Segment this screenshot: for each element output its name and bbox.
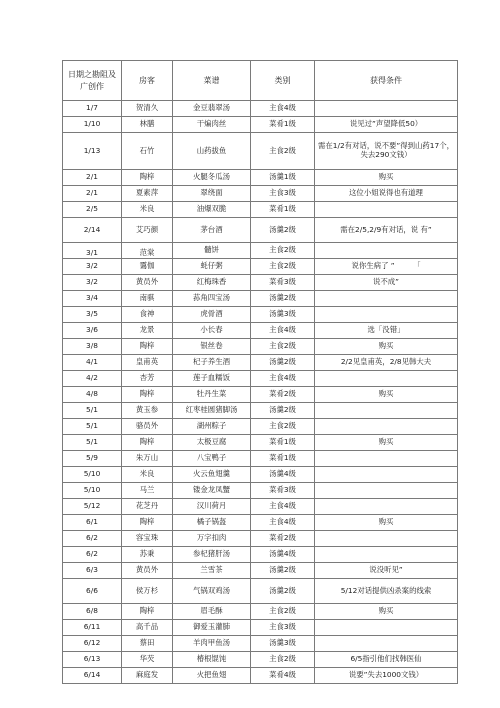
cell-dish: 小长春 <box>173 323 251 339</box>
table-row <box>63 604 458 620</box>
cell-condition: 需在2/5,2/9有对话，说 有” <box>315 218 458 243</box>
header-date: 日期之勘阻及广创作 <box>63 61 122 101</box>
cell-date: 2/1 <box>63 170 122 186</box>
cell-dish: 橘子锅盔 <box>173 515 251 531</box>
table-row <box>63 467 458 483</box>
table-row <box>63 170 458 186</box>
cell-guest: 华芡 <box>122 652 173 668</box>
table-row <box>63 483 458 499</box>
cell-guest: 高千品 <box>122 620 173 636</box>
cell-category: 汤羹2级 <box>251 563 315 579</box>
cell-date: 6/12 <box>63 636 122 652</box>
cell-dish: 太极豆腐 <box>173 435 251 451</box>
cell-dish: 参杞猪肝汤 <box>173 547 251 563</box>
cell-condition <box>315 451 458 467</box>
cell-guest: 夏素萍 <box>122 186 173 202</box>
cell-category: 主食4级 <box>251 371 315 387</box>
cell-category: 主食3级 <box>251 186 315 202</box>
header-guest: 房客 <box>122 61 173 101</box>
cell-date: 3/2 <box>63 275 122 291</box>
cell-dish: 茅台酒 <box>173 218 251 243</box>
cell-condition: 购买 <box>315 515 458 531</box>
cell-category: 菜肴3级 <box>251 275 315 291</box>
cell-dish: 干煸肉丝 <box>173 117 251 133</box>
table-row <box>63 339 458 355</box>
cell-date: 2/14 <box>63 218 122 243</box>
cell-condition: 说见过”声望降低50） <box>315 117 458 133</box>
cell-condition <box>315 202 458 218</box>
cell-category: 汤羹2级 <box>251 355 315 371</box>
table-row <box>63 243 458 259</box>
cell-guest: 侯万杉 <box>122 579 173 604</box>
cell-date: 1/13 <box>63 133 122 170</box>
table-row <box>63 355 458 371</box>
cell-category: 汤羹2级 <box>251 579 315 604</box>
cell-guest: 陶梓 <box>122 339 173 355</box>
cell-condition <box>315 620 458 636</box>
table-row <box>63 133 458 170</box>
cell-category: 汤羹4级 <box>251 547 315 563</box>
cell-dish: 万字扣肉 <box>173 531 251 547</box>
table-row <box>63 668 458 684</box>
cell-condition <box>315 531 458 547</box>
header-row <box>63 61 458 101</box>
table-row <box>63 117 458 133</box>
cell-dish: 山药拔鱼 <box>173 133 251 170</box>
table-row <box>63 499 458 515</box>
cell-guest: 林膳 <box>122 117 173 133</box>
cell-guest: 黄员外 <box>122 563 173 579</box>
table-row <box>63 186 458 202</box>
table-row <box>63 435 458 451</box>
cell-dish: 莲子血糯饭 <box>173 371 251 387</box>
table-row <box>63 620 458 636</box>
cell-guest: 黄玉参 <box>122 403 173 419</box>
cell-category: 主食4级 <box>251 499 315 515</box>
cell-date: 6/1 <box>63 515 122 531</box>
cell-condition <box>315 291 458 307</box>
cell-guest: 陶梓 <box>122 387 173 403</box>
cell-category: 主食3级 <box>251 620 315 636</box>
cell-dish: 眉毛酥 <box>173 604 251 620</box>
cell-category: 主食2级 <box>251 652 315 668</box>
cell-category: 菜肴1级 <box>251 202 315 218</box>
cell-guest: 陶梓 <box>122 515 173 531</box>
table-row <box>63 579 458 604</box>
table-row <box>63 563 458 579</box>
cell-guest: 马兰 <box>122 483 173 499</box>
cell-guest: 容宝珠 <box>122 531 173 547</box>
cell-condition: 6/5指引他们找韩医仙 <box>315 652 458 668</box>
table-row <box>63 101 458 117</box>
cell-dish: 八宝鸭子 <box>173 451 251 467</box>
cell-condition <box>315 243 458 259</box>
cell-guest: 麻庭发 <box>122 668 173 684</box>
cell-category: 汤羹3级 <box>251 636 315 652</box>
cell-dish: 火云鱼翅羹 <box>173 467 251 483</box>
cell-guest: 蔡田 <box>122 636 173 652</box>
cell-condition <box>315 403 458 419</box>
cell-condition: 购买 <box>315 387 458 403</box>
cell-date: 4/8 <box>63 387 122 403</box>
cell-date: 4/1 <box>63 355 122 371</box>
cell-date: 6/2 <box>63 531 122 547</box>
cell-condition <box>315 636 458 652</box>
cell-date: 5/10 <box>63 483 122 499</box>
cell-date: 6/6 <box>63 579 122 604</box>
header-condition: 获得条件 <box>315 61 458 101</box>
cell-condition: 5/12对话提供凶杀案的线索 <box>315 579 458 604</box>
cell-dish: 髓饼 <box>173 243 251 259</box>
cell-date: 3/2 <box>63 259 122 275</box>
cell-guest: 骆员外 <box>122 419 173 435</box>
table-row <box>63 218 458 243</box>
cell-condition <box>315 419 458 435</box>
cell-guest: 陶梓 <box>122 435 173 451</box>
cell-guest: 范棠 <box>122 243 173 259</box>
cell-category: 汤羹2级 <box>251 403 315 419</box>
cell-category: 主食2级 <box>251 133 315 170</box>
cell-dish: 金豆翡翠汤 <box>173 101 251 117</box>
cell-date: 5/12 <box>63 499 122 515</box>
cell-condition: 这位小姐说得也有道理 <box>315 186 458 202</box>
cell-dish: 油爆双脆 <box>173 202 251 218</box>
table-row <box>63 291 458 307</box>
cell-dish: 红梅珠香 <box>173 275 251 291</box>
table-row <box>63 371 458 387</box>
table-row <box>63 515 458 531</box>
cell-dish: 兰雪茶 <box>173 563 251 579</box>
cell-date: 6/2 <box>63 547 122 563</box>
cell-date: 2/1 <box>63 186 122 202</box>
cell-guest: 龙景 <box>122 323 173 339</box>
cell-date: 5/1 <box>63 403 122 419</box>
cell-dish: 牡丹生菜 <box>173 387 251 403</box>
cell-category: 菜肴4级 <box>251 668 315 684</box>
cell-guest: 艾巧颜 <box>122 218 173 243</box>
cell-condition <box>315 307 458 323</box>
table-row <box>63 451 458 467</box>
table-row <box>63 202 458 218</box>
table-row <box>63 419 458 435</box>
cell-dish: 镂金龙凤蟹 <box>173 483 251 499</box>
cell-category: 菜肴1级 <box>251 117 315 133</box>
table-row <box>63 323 458 339</box>
cell-condition: 说要”失去1000文钱） <box>315 668 458 684</box>
cell-condition: 购买 <box>315 170 458 186</box>
cell-category: 汤羹2级 <box>251 218 315 243</box>
table-row <box>63 547 458 563</box>
cell-category: 汤羹3级 <box>251 307 315 323</box>
cell-condition: 说你生病了 ” 「 <box>315 259 458 275</box>
cell-dish: 虎骨酒 <box>173 307 251 323</box>
cell-condition: 说没听见” <box>315 563 458 579</box>
cell-dish: 火腿冬瓜汤 <box>173 170 251 186</box>
cell-category: 菜肴2级 <box>251 387 315 403</box>
cell-date: 5/10 <box>63 467 122 483</box>
cell-guest: 陶梓 <box>122 604 173 620</box>
cell-date: 1/7 <box>63 101 122 117</box>
table-row <box>63 275 458 291</box>
cell-condition <box>315 467 458 483</box>
cell-date: 3/6 <box>63 323 122 339</box>
cell-date: 5/1 <box>63 435 122 451</box>
cell-category: 主食2级 <box>251 339 315 355</box>
cell-date: 3/1 <box>63 243 122 259</box>
cell-condition: 说不成” <box>315 275 458 291</box>
cell-guest: 皇甫英 <box>122 355 173 371</box>
cell-dish: 翠绕面 <box>173 186 251 202</box>
table-row <box>63 259 458 275</box>
cell-date: 3/5 <box>63 307 122 323</box>
cell-condition <box>315 101 458 117</box>
cell-category: 主食2级 <box>251 419 315 435</box>
cell-category: 主食4级 <box>251 323 315 339</box>
cell-date: 6/14 <box>63 668 122 684</box>
cell-category: 汤羹2级 <box>251 291 315 307</box>
cell-guest: 朱万山 <box>122 451 173 467</box>
cell-guest: 陶梓 <box>122 170 173 186</box>
table-row <box>63 636 458 652</box>
cell-guest: 贺清久 <box>122 101 173 117</box>
cell-guest: 南骐 <box>122 291 173 307</box>
cell-category: 菜肴1级 <box>251 451 315 467</box>
cell-date: 4/2 <box>63 371 122 387</box>
cell-category: 主食4级 <box>251 515 315 531</box>
cell-guest: 苏秉 <box>122 547 173 563</box>
cell-dish: 银丝卷 <box>173 339 251 355</box>
cell-guest: 花芝丹 <box>122 499 173 515</box>
cell-dish: 杞子养生酒 <box>173 355 251 371</box>
cell-category: 主食2级 <box>251 243 315 259</box>
cell-dish: 湖州粽子 <box>173 419 251 435</box>
cell-guest: 黄员外 <box>122 275 173 291</box>
header-dish: 菜谱 <box>173 61 251 101</box>
cell-dish: 汉川荷月 <box>173 499 251 515</box>
cell-dish: 椿根馄饨 <box>173 652 251 668</box>
cell-guest: 米良 <box>122 467 173 483</box>
cell-category: 汤羹4级 <box>251 467 315 483</box>
cell-condition: 2/2见皇甫英，2/8见韩大夫 <box>315 355 458 371</box>
cell-condition <box>315 499 458 515</box>
cell-condition <box>315 371 458 387</box>
cell-condition: 购买 <box>315 435 458 451</box>
cell-condition: 购买 <box>315 604 458 620</box>
cell-guest: 杏芳 <box>122 371 173 387</box>
cell-date: 6/11 <box>63 620 122 636</box>
cell-date: 3/4 <box>63 291 122 307</box>
cell-condition <box>315 483 458 499</box>
cell-category: 主食2级 <box>251 259 315 275</box>
cell-dish: 御爱玉灌肺 <box>173 620 251 636</box>
table-row <box>63 307 458 323</box>
table-row <box>63 403 458 419</box>
cell-dish: 火把鱼翅 <box>173 668 251 684</box>
cell-date: 6/3 <box>63 563 122 579</box>
cell-guest: 霭伽 <box>122 259 173 275</box>
cell-category: 菜肴1级 <box>251 435 315 451</box>
table-row <box>63 531 458 547</box>
table-row <box>63 387 458 403</box>
cell-dish: 蚝仔粥 <box>173 259 251 275</box>
cell-dish: 气锅双鸡汤 <box>173 579 251 604</box>
cell-condition <box>315 547 458 563</box>
cell-guest: 石竹 <box>122 133 173 170</box>
cell-category: 主食2级 <box>251 604 315 620</box>
header-category: 类别 <box>251 61 315 101</box>
cell-condition: 购买 <box>315 339 458 355</box>
cell-date: 6/8 <box>63 604 122 620</box>
cell-date: 3/8 <box>63 339 122 355</box>
cell-date: 2/5 <box>63 202 122 218</box>
cell-condition: 选「没错」 <box>315 323 458 339</box>
cell-category: 汤羹1级 <box>251 170 315 186</box>
cell-condition: 需在1/2有对话，说不要”得到山药17个，失去290文钱） <box>315 133 458 170</box>
table-row <box>63 652 458 668</box>
cell-category: 主食4级 <box>251 101 315 117</box>
cell-dish: 羊肉甲鱼汤 <box>173 636 251 652</box>
cell-dish: 红枣桂圆猪脚汤 <box>173 403 251 419</box>
cell-category: 菜肴2级 <box>251 531 315 547</box>
recipe-table <box>62 60 458 684</box>
cell-date: 1/10 <box>63 117 122 133</box>
cell-date: 5/9 <box>63 451 122 467</box>
cell-category: 菜肴3级 <box>251 483 315 499</box>
cell-guest: 米良 <box>122 202 173 218</box>
cell-date: 6/13 <box>63 652 122 668</box>
cell-date: 5/1 <box>63 419 122 435</box>
cell-dish: 荪角四宝汤 <box>173 291 251 307</box>
cell-guest: 食神 <box>122 307 173 323</box>
